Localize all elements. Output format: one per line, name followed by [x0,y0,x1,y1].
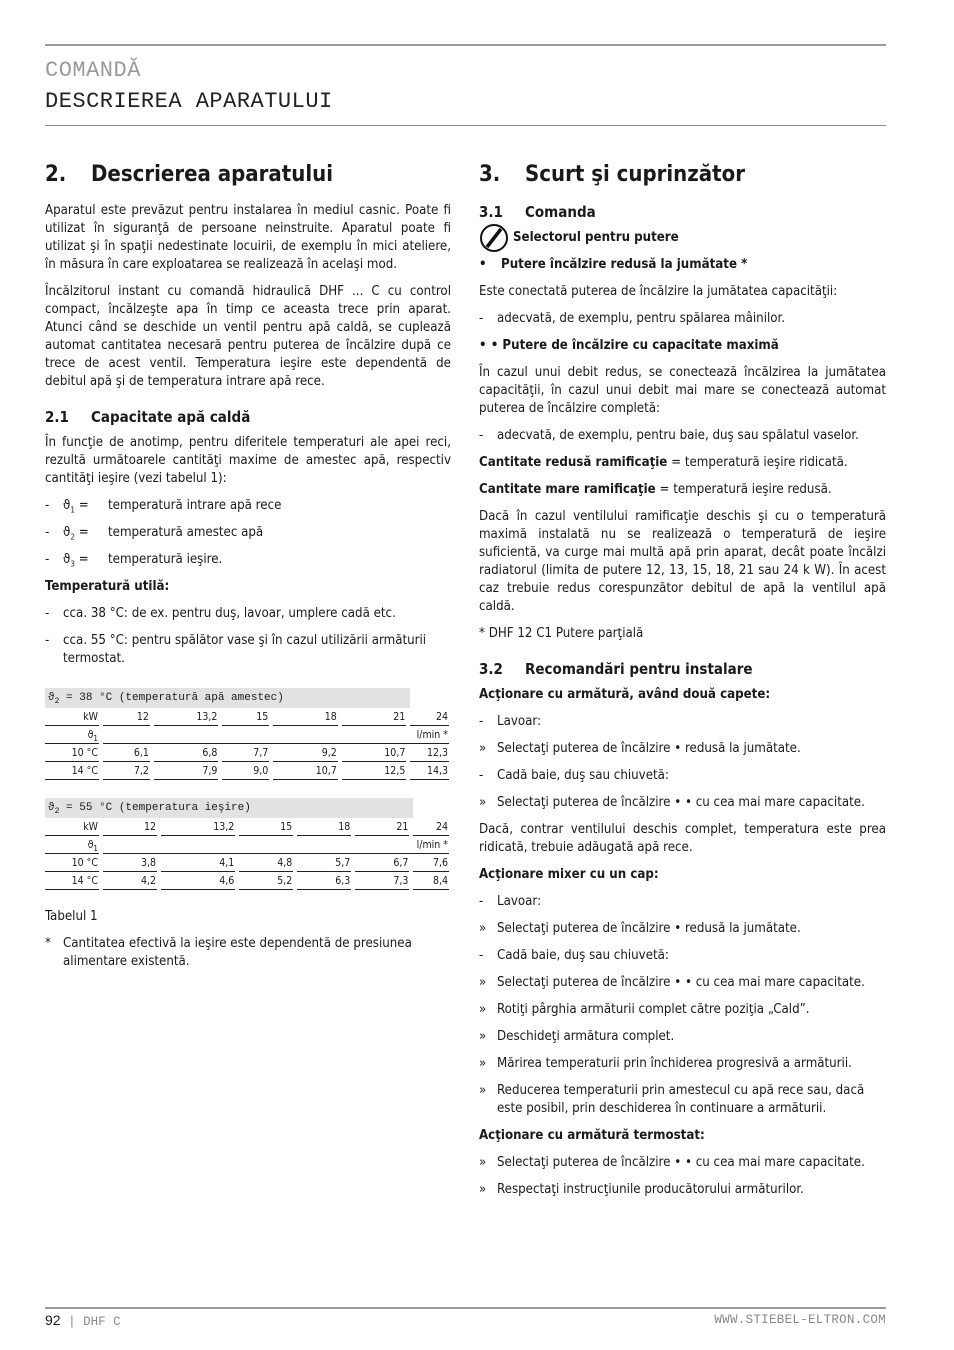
header-section: COMANDĂ [45,58,141,83]
useful-temp-label: Temperatură utilă: [45,579,170,594]
paragraph: În funcţie de anotimp, pentru diferitele temperaturi ale apei reci, rezultă următoarele cantităţi maxime de amestec apă, respectiv cantităţi ieşire (vezi tabelul 1): [45,435,451,486]
table-caption: $ϑ_2 = 55$ °C (temperatura ieşire) [45,798,413,818]
list-item: » Deschideţi armătura complet. [479,1029,675,1044]
bullet-item: • Putere încălzire redusă la jumătate * [479,257,748,272]
header-title: DESCRIEREA APARATULUI [45,89,333,114]
list-item: - adecvată, de exemplu, pentru spălarea mâinilor. [479,311,785,326]
table-row: 14 °C 4,2 4,6 5,2 6,3 7,3 8,4 [45,872,449,890]
section-3-heading: 3. Scurt şi cuprinzător [479,162,745,187]
table-row: 10 °C 3,8 4,1 4,8 5,7 6,7 7,6 [45,854,449,872]
paragraph: Dacă în cazul ventilului ramificaţie deschis şi cu o temperatură maximă instalată nu se realizează o temperatură de ieşire suficientă, va curge mai multă apă prin aparat, decât poate încălzi radiatorul (limita de putere 12, 13, 15, 18, 21 sau 24 k W). În acest caz trebuie redus corespunzător debitul de apă la ventilul apă caldă. [479,509,886,614]
section-3-1-heading: 3.1 Comanda [479,203,596,221]
list-item: - Lavoar: [479,714,542,729]
left-column [45,160,451,980]
table-caption: $ϑ_2 = 38$ °C (temperatură apă amestec) [45,688,410,708]
subsection-title: Acţionare mixer cu un cap: [479,867,659,882]
table-label: Tabelul 1 [45,909,98,924]
list-item: » Selectaţi puterea de încălzire • • cu cea mai mare capacitate. [479,1155,865,1170]
paragraph: Aparatul este prevăzut pentru instalarea în mediul casnic. Poate fi utilizat în siguranţă de persoane neinstruite. Aparatul poate fi utilizat şi în spaţii nedestinate locuirii, de exemplu în mici ateliere, în măsura în care exploatarea se realizează în acelaşi mod. [45,203,451,272]
list-item: - Cadă baie, duş sau chiuvetă: [479,768,669,783]
list-item: - cca. 55 °C: pentru spălător vase şi în cazul utilizării armăturii termostat. [45,633,427,666]
list-item: - Cadă baie, duş sau chiuvetă: [479,948,669,963]
note: * DHF 12 C1 Putere parţială [479,626,644,641]
paragraph: Cantitate redusă ramificaţie = temperatură ieşire ridicată. [479,455,848,470]
list-item: » Selectaţi puterea de încălzire • • cu cea mai mare capacitate. [479,795,865,810]
table-row: $ϑ_1$ l/min * [45,726,449,744]
subsection-title: Acţionare cu armătură termostat: [479,1128,705,1143]
list-item: - adecvată, de exemplu, pentru baie, duş sau spălatul vaselor. [479,428,859,443]
list-item: » Selectaţi puterea de încălzire • redusă la jumătate. [479,921,801,936]
footer-left: 92 | DHF C [45,1312,121,1329]
footer-url: WWW.STIEBEL-ELTRON.COM [714,1313,886,1327]
temp-def-2: - $ϑ_2$ = temperatură amestec apă [45,525,264,542]
subsection-title: Acţionare cu armătură, având două capete: [479,687,771,702]
page-number: 92 [45,1312,61,1328]
power-selector-row: Selectorul pentru putere [479,229,886,247]
table-row: kW 12 13,2 15 18 21 24 [45,708,449,726]
right-column [479,160,886,1208]
table-55c [45,798,449,890]
list-item: » Selectaţi puterea de încălzire • redusă la jumătate. [479,741,801,756]
header-rule [45,125,886,126]
table-row: 14 °C 7,2 7,9 9,0 10,7 12,5 14,3 [45,762,449,780]
paragraph: Dacă, contrar ventilului deschis complet, temperatura este prea ridicată, trebuie adăugată apă rece. [479,822,886,855]
section-2-1-heading: 2.1 Capacitate apă caldă [45,408,251,426]
top-rule [45,44,886,46]
list-item: - cca. 38 °C: de ex. pentru duş, lavoar, umplere cadă etc. [45,606,396,621]
footer-rule [45,1307,886,1309]
list-item: » Selectaţi puterea de încălzire • • cu cea mai mare capacitate. [479,975,865,990]
power-selector-icon [479,223,509,253]
table-row: $ϑ_1$ l/min * [45,836,449,854]
section-2-heading: 2. Descrierea aparatului [45,162,333,187]
list-item: » Mărirea temperaturii prin închiderea progresivă a armăturii. [479,1056,852,1071]
paragraph: Este conectată puterea de încălzire la jumătatea capacităţii: [479,284,838,299]
model-name: DHF C [83,1315,121,1329]
paragraph: Încălzitorul instant cu comandă hidraulică DHF ... C cu control compact, încălzeşte apa în timp ce aceasta trece prin aparat. Atunci când se deschide un ventil pentru apă caldă, se cuplează automat cantitatea necesară pentru puterea de încălzire după ce trece de acest ventil. Temperatura ieşire este dependentă de debitul apă şi de temperatura intrare apă rece. [45,284,451,389]
table-row: 10 °C 6,1 6,8 7,7 9,2 10,7 12,3 [45,744,449,762]
table-row: kW 12 13,2 15 18 21 24 [45,818,449,836]
temp-def-3: - $ϑ_3$ = temperatură ieşire. [45,552,223,569]
list-item: » Rotiţi pârghia armăturii complet către poziţia „Cald”. [479,1002,810,1017]
list-item: » Respectaţi instrucţiunile producătorului armăturilor. [479,1182,804,1197]
table-38c [45,688,449,780]
paragraph: Cantitate mare ramificaţie = temperatură ieşire redusă. [479,482,832,497]
bullet-heading: • • Putere de încălzire cu capacitate maximă [479,338,779,353]
list-item: - Lavoar: [479,894,542,909]
footnote: * Cantitatea efectivă la ieşire este dependentă de presiunea alimentare existentă. [45,936,412,969]
paragraph: În cazul unui debit redus, se conectează încălzirea la jumătatea capacităţii, în cazul unui debit mai mare se conectează automat puterea de încălzire completă: [479,365,886,416]
temp-def-1: - $ϑ_1$ = temperatură intrare apă rece [45,498,282,515]
list-item: » Reducerea temperaturii prin amestecul cu apă rece sau, dacă este posibil, prin deschiderea în continuare a armăturii. [479,1083,865,1116]
section-3-2-heading: 3.2 Recomandări pentru instalare [479,660,753,678]
